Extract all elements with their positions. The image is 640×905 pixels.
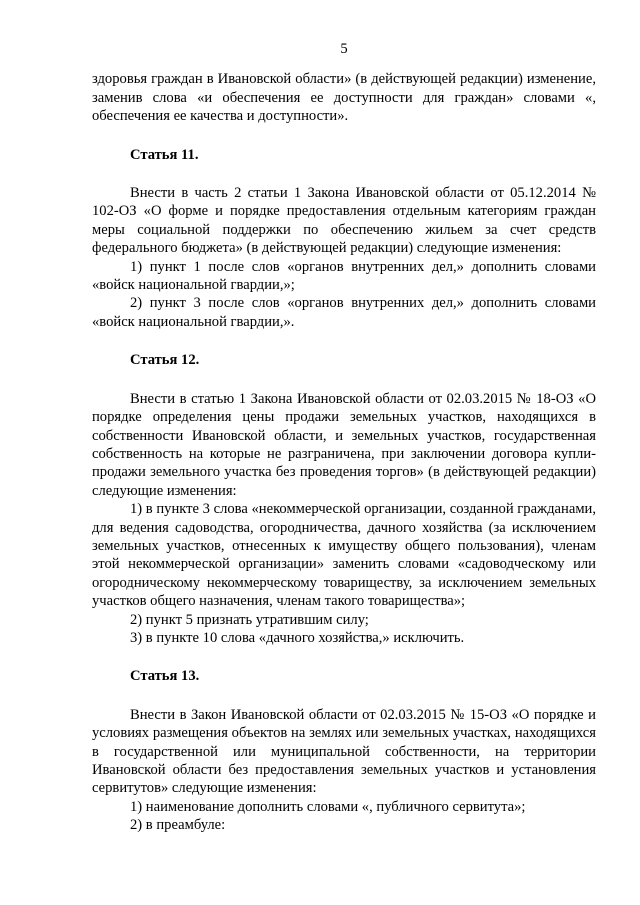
article-12-item-1: 1) в пункте 3 слова «некоммерческой организации, созданной гражданами, для ведения садоводства, огородничества, дачного хозяйства (за исключением земельных участков, отнесенных к имуществу общего пользования), членам этой некоммерческой организации» заменить словами «садоводческому или огородническому некоммерческому товариществу, за исключением земельных участков общего назначения, членам такого товарищества»;	[92, 501, 597, 610]
article-12-item-3: 3) в пункте 10 слова «дачного хозяйства,» исключить.	[130, 629, 465, 646]
document-page	[92, 40, 596, 835]
article-12-intro: Внести в статью 1 Закона Ивановской области от 02.03.2015 № 18-ОЗ «О порядке определения цены продажи земельных участков, находящихся в собственности Ивановской области, и земельных участков, государственная собственность на которые не разграничена, при заключении договора купли-продажи земельного участка без проведения торгов» (в действующей редакции) следующие изменения:	[92, 390, 596, 499]
article-12-heading: Статья 12.	[130, 352, 200, 369]
intro-paragraph: здоровья граждан в Ивановской области» (в действующей редакции) изменение, заменив слова «и обеспечения ее доступности для граждан» словами «, обеспечения ее качества и доступности».	[92, 71, 596, 125]
article-13-intro: Внести в Закон Ивановской области от 02.03.2015 № 15-ОЗ «О порядке и условиях размещения объектов на землях или земельных участках, находящихся в государственной или муниципальной собственности, на территории Ивановской области без предоставления земельных участков и установления сервитутов» следующие изменения:	[92, 706, 596, 797]
article-13-item-2: 2) в преамбуле:	[130, 817, 226, 834]
article-13-item-1: 1) наименование дополнить словами «, публичного сервитута»;	[130, 798, 526, 815]
article-11-heading: Статья 11.	[130, 146, 199, 163]
article-11-item-2: 2) пункт 3 после слов «органов внутренних дел,» дополнить словами «войск национальной гвардии,».	[92, 295, 596, 330]
article-13-heading: Статья 13.	[130, 668, 200, 685]
page-number: 5	[340, 41, 348, 57]
article-11-intro: Внести в часть 2 статьи 1 Закона Ивановской области от 05.12.2014 № 102-ОЗ «О форме и порядке предоставления отдельным категориям граждан меры социальной поддержки по обеспечению жильем за счет средств федерального бюджета» (в действующей редакции) следующие изменения:	[92, 185, 596, 257]
article-12-item-2: 2) пункт 5 признать утратившим силу;	[130, 611, 369, 628]
article-11-item-1: 1) пункт 1 после слов «органов внутренних дел,» дополнить словами «войск национальной гвардии,»;	[92, 258, 596, 294]
